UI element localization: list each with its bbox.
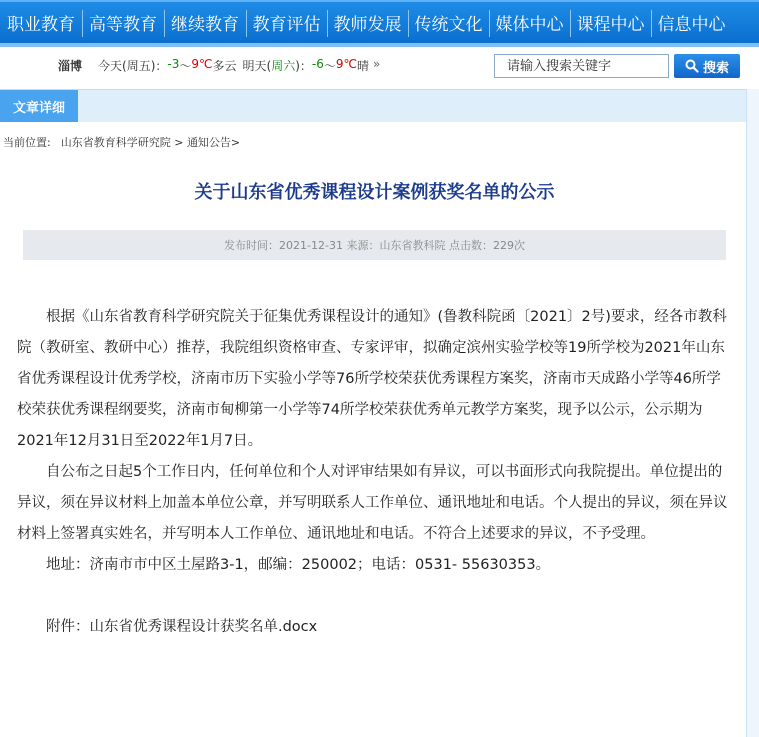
weather-today-low: -3 [167,57,180,71]
article-paragraph-2: 自公布之日起5个工作日内，任何单位和个人对评审结果如有异议，可以书面形式向我院提出。单位提出的异议，须在异议材料上加盖本单位公章，并写明联系人工作单位、通讯地址和电话。个人提出的异议，须在异议材料上签署真实姓名，并写明本人工作单位、通讯地址和电话。不符合上述要求的异议，不予受理。 [17,464,728,542]
nav-item-info[interactable]: 信息中心 [651,2,732,43]
tab-bar [0,89,749,122]
weather-tomorrow-sep: ～ [323,59,336,73]
breadcrumb-separator: > [170,136,187,149]
nav-item-vocational[interactable]: 职业教育 [7,15,75,35]
attachment-label: 附件： [46,619,90,635]
article-paragraph-1: 根据《山东省教育科学研究院关于征集优秀课程设计的通知》(鲁教科院函〔2021〕2号)要求，经各市教科院（教研室、教研中心）推荐，我院组织资格审查、专家评审，拟确定滨州实验学校等19所学校为2021年山东省优秀课程设计优秀学校，济南市历下实验小学等76所学校荣获优秀课程方案奖，济南市天成路小学等46所学校荣获优秀课程纲要奖，济南市甸柳第一小学等74所学校荣获优秀单元教学方案奖，现予以公示，公示期为2021年12月31日至2022年1月7日。 [17,309,727,449]
article-meta: 发布时间：2021-12-31 来源：山东省教科院 点击数：229次 [23,230,726,260]
nav-item-higher[interactable]: 高等教育 [82,2,164,43]
article-body [17,302,735,643]
breadcrumb-link-institute[interactable]: 山东省教育科学研究院 [60,136,171,149]
weather [58,57,380,74]
weather-tomorrow-cond: 晴 [357,59,370,73]
breadcrumb [3,134,240,150]
attachment-file-link[interactable]: 山东省优秀课程设计获奖名单.docx [89,619,318,635]
weather-today-sep: ～ [179,59,192,73]
search-input[interactable] [494,54,669,78]
weather-today-label: 今天(周五)： [98,59,168,73]
weather-today-high: 9℃ [191,57,213,71]
weather-today-cond: 多云 [212,59,237,73]
nav-item-media[interactable]: 媒体中心 [489,2,570,43]
nav-item-course[interactable]: 课程中心 [570,2,651,43]
weather-tomorrow-label-pre: 明天( [242,59,272,73]
weather-tomorrow-label-post: )： [295,59,312,73]
breadcrumb-link-notices[interactable]: 通知公告> [186,136,241,149]
weather-tomorrow-day: 周六 [271,59,296,73]
nav-item-continuing[interactable]: 继续教育 [164,2,246,43]
nav-item-teacher[interactable]: 教师发展 [327,2,408,43]
nav-item-culture[interactable]: 传统文化 [408,2,489,43]
article-paragraph-3: 地址：济南市市中区土屋路3-1，邮编：250002；电话：0531- 55630353。 [46,557,551,573]
top-nav [0,0,759,47]
weather-tomorrow-low: -6 [311,57,324,71]
breadcrumb-prefix: 当前位置: [3,136,51,149]
info-bar [0,47,759,89]
weather-city: 淄博 [58,59,83,73]
search-icon [685,59,699,73]
article-attachment [17,612,735,643]
search-button-label: 搜索 [702,60,729,76]
article-title: 关于山东省优秀课程设计案例获奖名单的公示 [194,182,555,203]
nav-bar [0,2,732,43]
nav-item-assessment[interactable]: 教育评估 [246,2,327,43]
tab-article-detail[interactable]: 文章详细 [0,90,78,122]
weather-more-icon[interactable]: » [373,57,381,71]
weather-tomorrow-high: 9℃ [335,57,358,71]
search-button[interactable] [674,54,740,78]
